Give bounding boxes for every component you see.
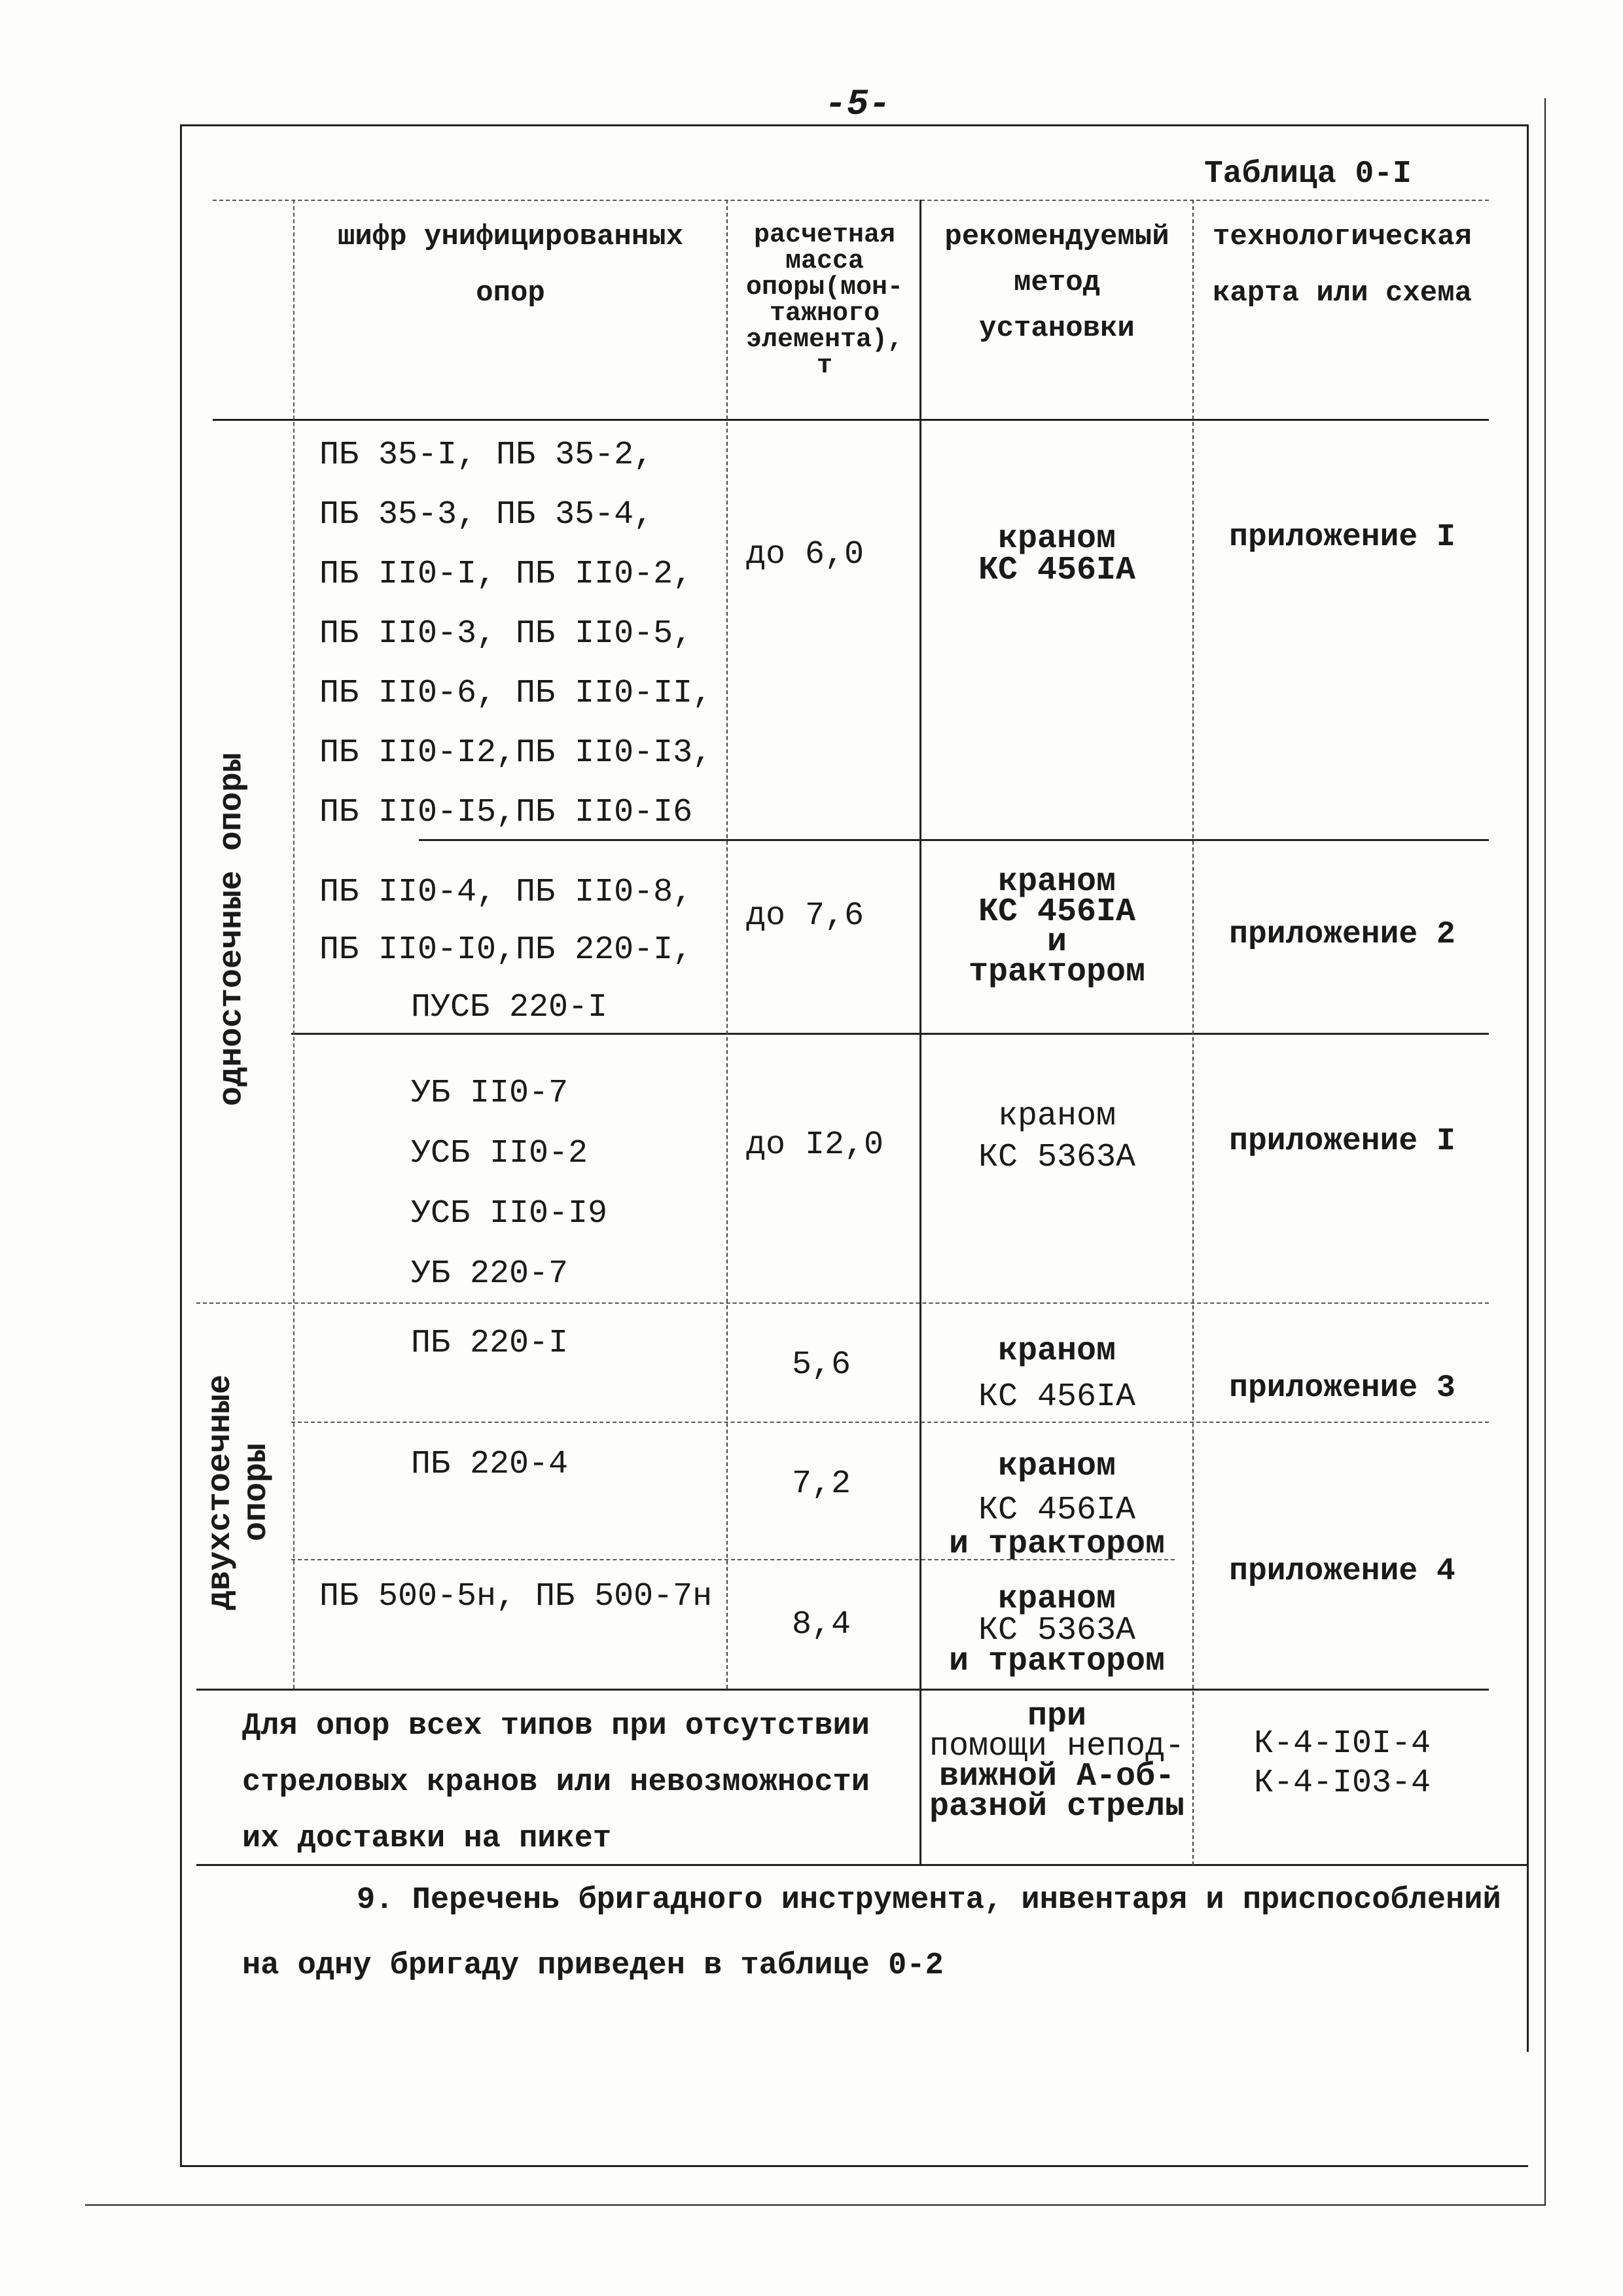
row2-mass: до 7,6 bbox=[746, 897, 865, 935]
row4-card: приложение 3 bbox=[1229, 1371, 1455, 1406]
frame-top bbox=[180, 124, 1528, 126]
row2-method: краном КС 456IА и трактором bbox=[968, 863, 1146, 991]
row5-codes: ПБ 220-4 bbox=[411, 1446, 569, 1483]
row1-card: приложение I bbox=[1229, 520, 1455, 555]
row4-mass: 5,6 bbox=[792, 1346, 851, 1384]
page-edge-right bbox=[1544, 98, 1546, 2206]
single-group-bottom-line bbox=[196, 1302, 1489, 1304]
group-label-single: одностоечные опоры bbox=[213, 752, 251, 1107]
table-top-line bbox=[213, 200, 1489, 201]
row4-bottom-line bbox=[291, 1422, 1489, 1423]
footer-row-method: при помощи непод- вижной А-об- разной стрелы bbox=[929, 1698, 1185, 1825]
row2-codes: ПБ II0-4, ПБ II0-8, ПБ II0-I0,ПБ 220-I, ПУСБ 220-I bbox=[319, 874, 693, 1026]
col-mass-method-divider bbox=[919, 200, 921, 1865]
row2-card: приложение 2 bbox=[1229, 917, 1455, 952]
row5-method: краном КС 456IА и трактором bbox=[948, 1448, 1166, 1563]
double-group-bottom-line bbox=[196, 1689, 1489, 1691]
row1-mass: до 6,0 bbox=[746, 536, 865, 573]
header-bottom-line bbox=[213, 419, 1489, 421]
row3-method: краном КС 5363А bbox=[978, 1098, 1136, 1176]
col-method-card-divider bbox=[1192, 200, 1194, 1865]
row6-codes: ПБ 500-5н, ПБ 500-7н bbox=[319, 1578, 713, 1615]
row6-method: краном КС 5363А и трактором bbox=[948, 1581, 1166, 1680]
row1-method: краном КС 456IА bbox=[978, 520, 1136, 589]
row4-codes: ПБ 220-I bbox=[411, 1325, 569, 1362]
frame-right bbox=[1527, 124, 1529, 2052]
row3-card: приложение I bbox=[1229, 1124, 1455, 1159]
frame-left bbox=[180, 124, 182, 2166]
row3-codes: УБ II0-7 УСБ II0-2 УСБ II0-I9 УБ 220-7 bbox=[411, 1075, 608, 1293]
header-method: рекомендуемый метод установки bbox=[944, 221, 1169, 345]
paragraph-line-1: 9. Перечень бригадного инструмента, инвентаря и приспособлений bbox=[357, 1883, 1501, 1918]
row6-mass: 8,4 bbox=[792, 1606, 851, 1643]
row5-mass: 7,2 bbox=[792, 1465, 851, 1503]
footer-row-text: Для опор всех типов при отсутствии стреловых кранов или невозможности их доставки на пикет bbox=[242, 1709, 870, 1856]
col-group-divider bbox=[293, 200, 294, 1689]
header-card: технологическая карта или схема bbox=[1212, 221, 1472, 310]
group-label-double: двухстоечные опоры bbox=[202, 1374, 276, 1611]
header-mass: расчетная масса опоры(мон- тажного элемента), т bbox=[745, 221, 904, 381]
row1-codes: ПБ 35-I, ПБ 35-2, ПБ 35-3, ПБ 35-4, ПБ II0-I, ПБ II0-2, ПБ II0-3, ПБ II0-5, ПБ II0-6, ПБ II0-II, ПБ II0-I2,ПБ II0-I3, ПБ II0-I5,ПБ II0-I6 bbox=[319, 437, 713, 831]
table-label: Таблица 0-I bbox=[1204, 156, 1412, 192]
row3-mass: до I2,0 bbox=[746, 1126, 884, 1164]
row4-method: краном КС 456IА bbox=[978, 1333, 1136, 1416]
frame-bottom bbox=[180, 2165, 1528, 2167]
col-code-mass-divider bbox=[726, 200, 728, 1689]
paragraph-line-2: на одну бригаду приведен в таблице 0-2 bbox=[242, 1948, 944, 1983]
footer-row-card: К-4-I0I-4 К-4-I03-4 bbox=[1253, 1725, 1431, 1802]
page-number: -5- bbox=[825, 83, 891, 125]
page-edge-bottom bbox=[85, 2204, 1546, 2206]
header-code: шифр унифицированных опор bbox=[337, 221, 684, 310]
row5-card: приложение 4 bbox=[1229, 1554, 1455, 1589]
